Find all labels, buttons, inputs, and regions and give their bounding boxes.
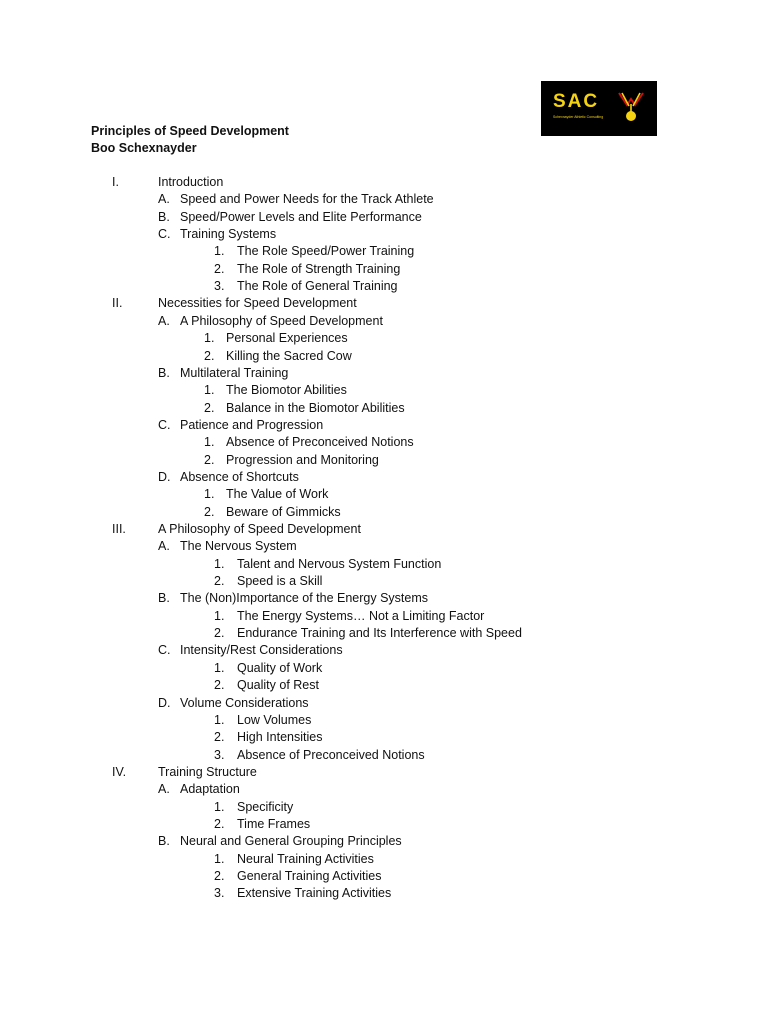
outline-item-number: 2.	[204, 400, 215, 415]
sac-logo	[541, 81, 657, 136]
outline-item-number: II.	[112, 296, 123, 311]
outline-item-number: 3.	[214, 279, 225, 294]
outline-item-number: B.	[158, 365, 170, 380]
outline-item-text: The Biomotor Abilities	[226, 383, 347, 398]
logo-text: SAC	[553, 91, 600, 112]
outline-item-text: Introduction	[158, 175, 224, 189]
outline-item-number: 3.	[214, 747, 225, 762]
document-header	[91, 123, 289, 157]
outline-item-text: Multilateral Training	[180, 365, 289, 380]
outline-item-text: Endurance Training and Its Interference with Speed	[237, 626, 522, 641]
outline-item-number: 2.	[204, 452, 215, 467]
athlete-figure-icon	[616, 90, 646, 124]
outline-item-text: The Role Speed/Power Training	[237, 244, 415, 259]
outline-item-number: A.	[158, 539, 170, 554]
outline-item-text: The Energy Systems… Not a Limiting Factor	[237, 608, 485, 623]
outline-item-number: C.	[158, 227, 171, 242]
outline-item-number: 2.	[214, 730, 225, 745]
outline-item-text: The Value of Work	[226, 487, 329, 502]
outline-item-text: A Philosophy of Speed Development	[158, 522, 361, 536]
outline-item-text: Volume Considerations	[180, 695, 309, 710]
logo-subtitle: Schexnayder Athletic Consulting	[553, 115, 604, 119]
outline-item-text: Absence of Shortcuts	[180, 469, 299, 484]
outline-item-text: Low Volumes	[237, 712, 312, 727]
outline-item-number: A.	[158, 313, 170, 328]
outline-item-text: Neural Training Activities	[237, 851, 374, 866]
document-author: Boo Schexnayder	[91, 141, 197, 155]
outline-item-number: 2.	[214, 816, 225, 831]
outline-item-number: 2.	[204, 348, 215, 363]
outline-item-number: B.	[158, 834, 170, 849]
outline-item-text: Intensity/Rest Considerations	[180, 643, 343, 658]
outline-item-text: Speed/Power Levels and Elite Performance	[180, 209, 422, 224]
outline-item-text: Quality of Work	[237, 660, 323, 675]
outline-item-number: 2.	[204, 504, 215, 519]
outline-item-number: 2.	[214, 869, 225, 883]
outline-item-number: I.	[112, 175, 119, 189]
outline-item-text: Adaptation	[180, 782, 240, 797]
outline-item-number: D.	[158, 695, 171, 710]
outline-item-number: C.	[158, 417, 171, 432]
outline-item-number: B.	[158, 591, 170, 606]
outline-item-text: A Philosophy of Speed Development	[180, 313, 383, 328]
outline-item-number: 1.	[214, 244, 225, 259]
outline-item-text: The (Non)Importance of the Energy Systems	[180, 591, 429, 606]
outline-item-text: Absence of Preconceived Notions	[226, 435, 414, 450]
outline-item-number: 1.	[204, 487, 215, 502]
outline-item-text: Training Systems	[180, 227, 277, 242]
outline-item-number: 1.	[204, 435, 215, 450]
outline-item-text: Speed is a Skill	[237, 574, 323, 589]
outline-item-number: 1.	[214, 712, 225, 727]
outline-item-number: 3.	[214, 886, 225, 901]
outline-item-text: Neural and General Grouping Principles	[180, 834, 402, 849]
outline-item-number: 1.	[214, 556, 225, 571]
outline-item-text: Killing the Sacred Cow	[226, 348, 352, 363]
outline-item-text: Specificity	[237, 799, 294, 814]
outline-item-text: Balance in the Biomotor Abilities	[226, 400, 405, 415]
outline-item-number: 2.	[214, 678, 225, 693]
outline-item-number: 1.	[214, 608, 225, 623]
outline-item-text: The Role of Strength Training	[237, 261, 401, 276]
outline-item-number: 2.	[214, 574, 225, 589]
outline-item-number: 1.	[214, 851, 225, 866]
outline-item-text: Quality of Rest	[237, 678, 319, 693]
outline-item-text: Speed and Power Needs for the Track Athlete	[180, 192, 434, 207]
outline-item-text: Progression and Monitoring	[226, 452, 379, 467]
outline-item-text: High Intensities	[237, 730, 323, 745]
outline-item-number: C.	[158, 643, 171, 658]
outline-item-number: 1.	[214, 660, 225, 675]
outline-item-text: Training Structure	[158, 764, 257, 779]
outline-item-number: 1.	[204, 383, 215, 398]
outline-item-number: III.	[112, 522, 126, 536]
outline-item-text: Time Frames	[237, 816, 311, 831]
outline-item-text: Extensive Training Activities	[237, 886, 392, 901]
outline-item-number: A.	[158, 782, 170, 797]
outline-item-text: Personal Experiences	[226, 331, 348, 346]
outline-item-text: Talent and Nervous System Function	[237, 556, 442, 571]
outline-item-number: 2.	[214, 626, 225, 641]
document-title: Principles of Speed Development	[91, 124, 289, 138]
outline-item-number: 2.	[214, 261, 225, 276]
outline-item-number: 1.	[204, 331, 215, 346]
outline-item-number: B.	[158, 209, 170, 224]
outline-item-text: Beware of Gimmicks	[226, 504, 341, 519]
outline-item-text: The Role of General Training	[237, 279, 398, 294]
outline-item-text: Absence of Preconceived Notions	[237, 747, 425, 762]
outline-item-text: Patience and Progression	[180, 417, 324, 432]
outline-item-text: General Training Activities	[237, 869, 382, 883]
outline-item-text: The Nervous System	[180, 539, 297, 554]
outline-item-number: D.	[158, 469, 171, 484]
outline-item-number: IV.	[112, 764, 127, 779]
outline-item-number: 1.	[214, 799, 225, 814]
outline-item-text: Necessities for Speed Development	[158, 296, 357, 311]
outline-item-number: A.	[158, 192, 170, 207]
